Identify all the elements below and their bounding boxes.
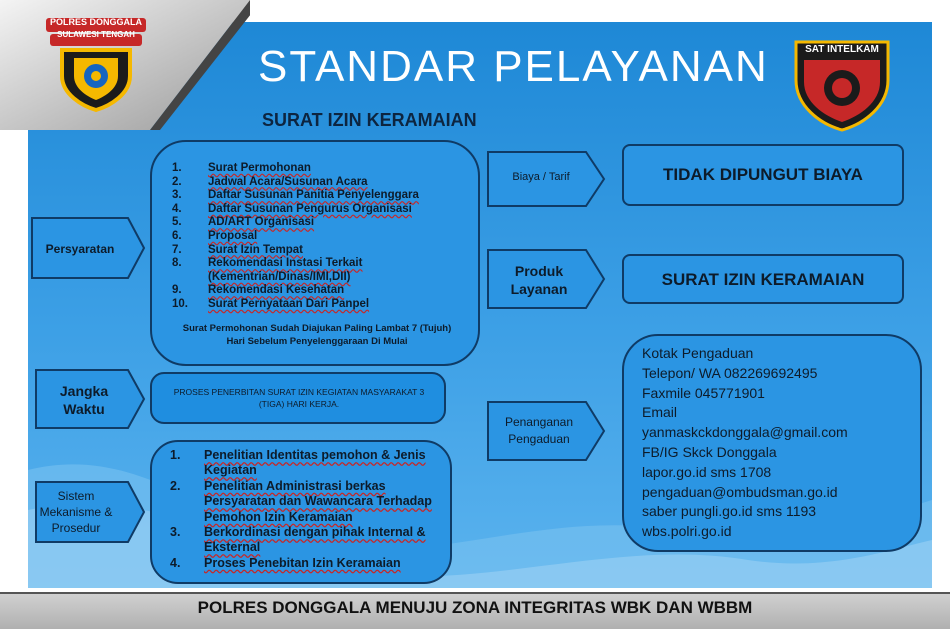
pengaduan-line: pengaduan@ombudsman.go.id: [642, 483, 838, 500]
biaya-value: TIDAK DIPUNGUT BIAYA: [663, 165, 863, 184]
list-item: 4. Proses Penebitan Izin Keramaian: [170, 555, 401, 570]
sistem-label: Sistem Mekanisme & Prosedur: [39, 489, 113, 535]
polres-logo: [40, 14, 152, 114]
pengaduan-line: lapor.go.id sms 1708: [642, 463, 772, 480]
pengaduan-box: [622, 334, 922, 552]
pengaduan-lines: [642, 344, 914, 542]
list-item: 9. Rekomendasi Kesehatan: [172, 284, 345, 297]
logo-text-bottom: SULAWESI TENGAH: [57, 30, 135, 39]
produk-box: [622, 254, 904, 304]
pengaduan-line: FB/IG Skck Donggala: [642, 443, 777, 460]
biaya-label: Biaya / Tarif: [512, 171, 570, 183]
list-item: 6. Proposal: [172, 229, 258, 242]
logo-text-top: POLRES DONGGALA: [49, 17, 142, 27]
pengaduan-line: Email: [642, 404, 678, 421]
list-item: 1. Penelitian Identitas pemohon & Jenis Kegiatan: [170, 448, 426, 478]
list-item: 10. Surat Pernyataan Dari Panpel: [172, 297, 370, 310]
pengaduan-line: saber pungli.go.id sms 1193: [642, 503, 817, 520]
persyaratan-list: [172, 162, 472, 312]
pengaduan-line: Telepon/ WA 082269692495: [642, 364, 818, 381]
jangka-waktu-text: PROSES PENERBITAN SURAT IZIN KEGIATAN MASYARAKAT 3 (TIGA) HARI KERJA.: [173, 387, 425, 409]
jangka-waktu-label: Jangka Waktu: [59, 383, 109, 417]
pengaduan-line: Kotak Pengaduan: [642, 345, 754, 361]
jangka-waktu-box: [150, 372, 446, 424]
list-item: 3. Daftar Susunan Panitia Penyelenggara: [172, 189, 419, 202]
persyaratan-box: [150, 140, 480, 366]
sat-intelkam-text: SAT INTELKAM: [805, 44, 879, 55]
page-subtitle: SURAT IZIN KERAMAIAN: [262, 110, 477, 130]
sistem-list: [170, 448, 446, 571]
list-item: 7. Surat Izin Tempat: [172, 243, 303, 256]
pengaduan-line: yanmaskckdonggala@gmail.com: [642, 424, 848, 441]
persyaratan-label: Persyaratan: [45, 242, 115, 256]
pengaduan-line: wbs.polri.go.id: [642, 523, 732, 540]
list-item: 1. Surat Permohonan: [172, 162, 311, 174]
pengaduan-line: Faxmile 045771901: [642, 384, 765, 401]
produk-label: Produk Layanan: [510, 263, 568, 297]
list-item: 2. Jadwal Acara/Susunan Acara: [172, 175, 368, 188]
footer-text: POLRES DONGGALA MENUJU ZONA INTEGRITAS WBK DAN WBBM: [197, 598, 753, 617]
list-item: 8. Rekomendasi Instasi Terkait (Kementrian/Dinas/IMI,DII): [172, 257, 363, 283]
list-item: 4. Daftar Susunan Pengurus Organisasi: [172, 202, 412, 215]
persyaratan-note: Surat Permohonan Sudah Diajukan Paling Lambat 7 (Tujuh) Hari Sebelum Penyelenggaraan Di Mulai: [182, 323, 452, 347]
sistem-box: [150, 440, 452, 584]
list-item: 3. Berkordinasi dengan pihak Internal & Eksternal: [170, 525, 426, 555]
biaya-box: [622, 144, 904, 206]
list-item: 5. AD/ART Organisasi: [172, 216, 315, 229]
page-title: STANDAR PELAYANAN: [258, 42, 769, 91]
list-item: 2. Penelitian Administrasi berkas Persyaratan dan Wawancara Terhadap Pemohon Izin Keramaian: [170, 478, 432, 524]
produk-value: SURAT IZIN KERAMAIAN: [661, 270, 865, 289]
pengaduan-label: Penanganan Pengaduan: [504, 415, 574, 446]
